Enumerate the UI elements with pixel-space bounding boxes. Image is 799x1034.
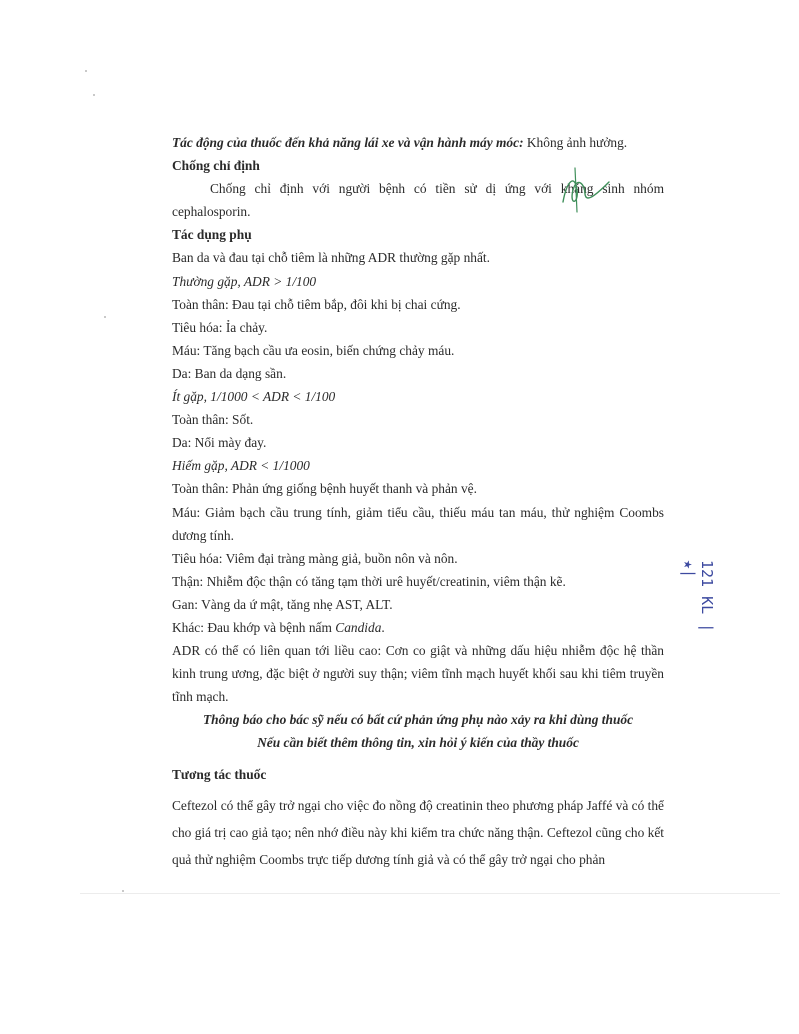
driving-text: Không ảnh hưởng. xyxy=(523,135,628,150)
scan-speck xyxy=(93,94,95,96)
other-suffix: . xyxy=(381,619,385,635)
rare-item: Thận: Nhiễm độc thận có tăng tạm thời urê huyết/creatinin, viêm thận kẽ. xyxy=(172,573,566,589)
scan-speck xyxy=(122,890,124,892)
scan-speck xyxy=(85,70,87,72)
uncommon-frequency-label: Ít gặp, 1/1000 < ADR < 1/100 xyxy=(172,389,336,405)
side-effects-heading: Tác dụng phụ xyxy=(172,227,252,243)
uncommon-item: Da: Nổi mày đay. xyxy=(172,435,267,451)
notice-line-2: Nếu cần biết thêm thông tin, xin hỏi ý kiến của thầy thuốc xyxy=(257,735,579,751)
common-item: Da: Ban da dạng sần. xyxy=(172,365,287,381)
rare-item: Toàn thân: Phản ứng giống bệnh huyết thanh và phản vệ. xyxy=(172,481,477,497)
notice-line-1: Thông báo cho bác sỹ nếu có bất cứ phản ứng phụ nào xảy ra khi dùng thuốc xyxy=(202,712,634,728)
rare-frequency-label: Hiếm gặp, ADR < 1/1000 xyxy=(172,458,310,474)
high-dose-paragraph: ADR có thể có liên quan tới liều cao: Cơn co giật và những dấu hiệu nhiễm độc hệ thần kinh trung ương, đặc biệt ở người suy thận; viêm tĩnh mạch huyết khối sau khi tiêm truyền tĩnh mạch. xyxy=(172,643,664,705)
common-item: Tiêu hóa: Ỉa chảy. xyxy=(172,319,268,335)
side-effects-intro: Ban da và đau tại chỗ tiêm là những ADR thường gặp nhất. xyxy=(172,250,490,266)
contraindication-heading: Chống chỉ định xyxy=(172,158,260,174)
rare-item: Gan: Vàng da ứ mật, tăng nhẹ AST, ALT. xyxy=(172,596,393,612)
interactions-text: Ceftezol có thể gây trở ngại cho việc đo nồng độ creatinin theo phương pháp Jaffé và có thể cho giá trị cao giả tạo; nên nhớ điều này khi kiểm tra chức năng thận. Ceftezol cũng cho kết quả thử nghiệm Coombs trực tiếp dương tính giả và có thể gây trở ngại cho phản xyxy=(172,797,664,867)
contraindication-text: Chống chỉ định với người bệnh có tiền sử dị ứng với kháng sinh nhóm cephalosporin. xyxy=(172,181,664,220)
scan-edge-line xyxy=(80,893,780,894)
rare-item: Máu: Giảm bạch cầu trung tính, giảm tiểu cầu, thiếu máu tan máu, thử nghiệm Coombs dương tính. xyxy=(172,504,664,543)
common-frequency-label: Thường gặp, ADR > 1/100 xyxy=(172,273,317,289)
uncommon-item: Toàn thân: Sốt. xyxy=(172,412,254,428)
driving-paragraph xyxy=(172,131,664,154)
rare-item: Tiêu hóa: Viêm đại tràng màng giả, buồn nôn và nôn. xyxy=(172,550,458,566)
other-prefix: Khác: Đau khớp và bệnh nấm xyxy=(172,619,336,635)
margin-handwritten-note: 121 KL |★| xyxy=(680,560,716,633)
document-body xyxy=(172,131,664,873)
common-item: Máu: Tăng bạch cầu ưa eosin, biến chứng chảy máu. xyxy=(172,342,455,358)
signature-mark xyxy=(555,160,615,220)
other-italic: Candida xyxy=(335,619,382,635)
interactions-heading: Tương tác thuốc xyxy=(172,766,267,782)
common-item: Toàn thân: Đau tại chỗ tiêm bắp, đôi khi bị chai cứng. xyxy=(172,296,461,312)
other-effects xyxy=(172,616,664,639)
scan-speck xyxy=(104,316,106,318)
driving-heading: Tác động của thuốc đến khả năng lái xe và vận hành máy móc: xyxy=(172,135,524,150)
